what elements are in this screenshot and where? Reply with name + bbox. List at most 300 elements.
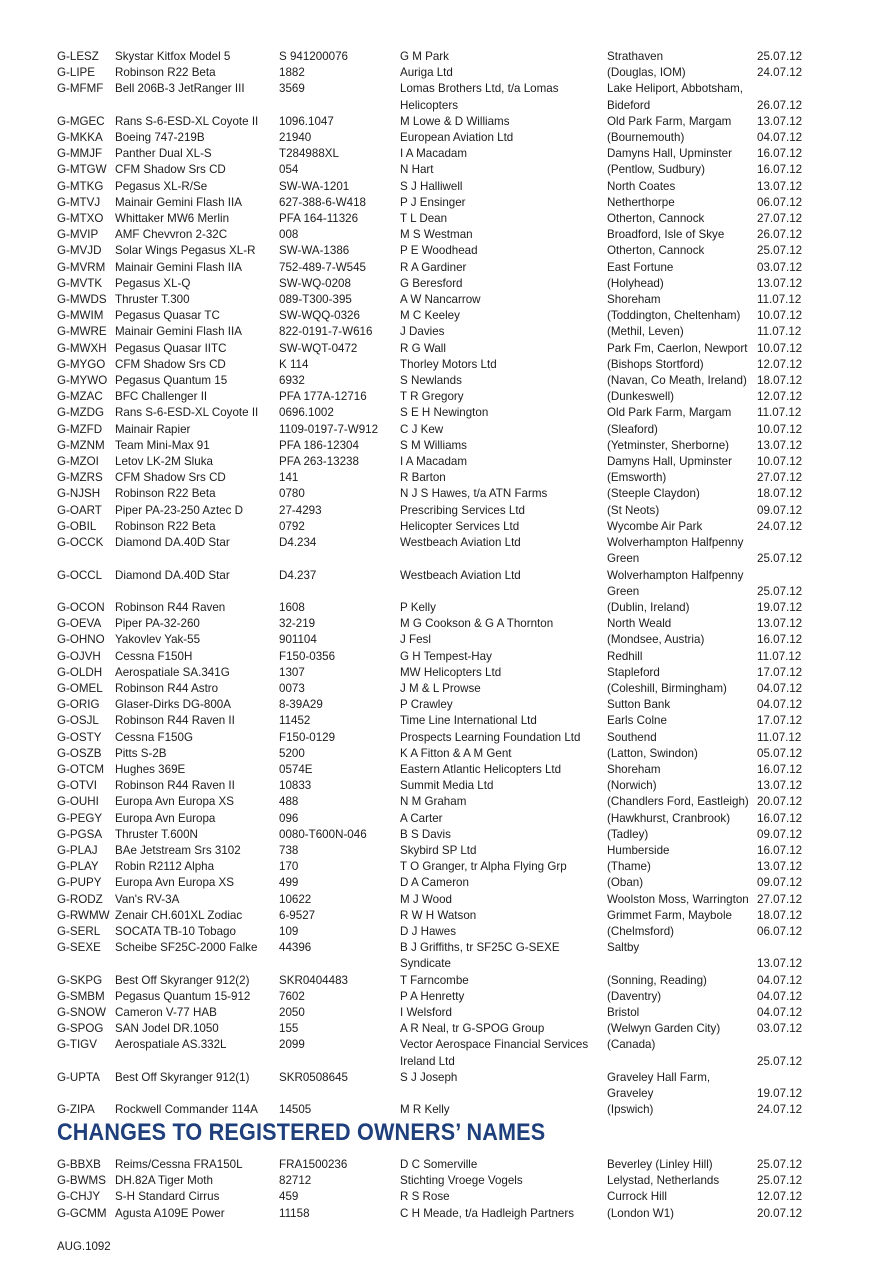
table-row — [57, 341, 817, 357]
date-cell: 18.07.12 — [757, 487, 803, 501]
owner-cell: Prospects Learning Foundation Ltd — [400, 730, 581, 744]
serial-number-cell: SW-WA-1386 — [279, 244, 350, 258]
table-row — [57, 146, 817, 162]
registration-cell: G-OCON — [57, 600, 105, 614]
registrations-table-body — [57, 49, 817, 1118]
registration-cell: G-MTVJ — [57, 195, 101, 209]
date-cell: 20.07.12 — [757, 795, 803, 809]
date-cell: 27.07.12 — [757, 892, 803, 906]
date-cell: 25.07.12 — [757, 1054, 803, 1068]
owner-cell: M G Cookson & G A Thornton — [400, 617, 554, 631]
location-cell: (Dublin, Ireland) — [607, 600, 690, 614]
owner-cell: P A Henretty — [400, 989, 465, 1003]
table-row — [57, 649, 817, 665]
owner-cell: T Farncombe — [400, 973, 469, 987]
registration-cell: G-MWXH — [57, 341, 107, 355]
owner-cell: N M Graham — [400, 795, 467, 809]
table-row — [57, 1157, 817, 1173]
table-row — [57, 1005, 817, 1021]
table-row — [57, 276, 817, 292]
aircraft-type-cell: BAe Jetstream Srs 3102 — [115, 843, 241, 857]
date-cell: 25.07.12 — [757, 1174, 803, 1188]
owner-cell: J M & L Prowse — [400, 681, 481, 695]
aircraft-type-cell: Yakovlev Yak-55 — [115, 633, 201, 647]
location-cell: Beverley (Linley Hill) — [607, 1158, 713, 1171]
aircraft-type-cell: Thruster T.600N — [115, 827, 198, 841]
table-row — [57, 486, 817, 502]
date-cell: 16.07.12 — [757, 843, 803, 857]
date-cell: 04.07.12 — [757, 681, 803, 695]
table-row — [57, 632, 817, 648]
location-cell: Stapleford — [607, 665, 660, 679]
serial-number-cell: 11158 — [279, 1206, 310, 1220]
serial-number-cell: 627-388-6-W418 — [279, 195, 367, 209]
location-cell: Currock Hill — [607, 1190, 667, 1204]
serial-number-cell: 1307 — [279, 665, 305, 679]
table-row — [57, 438, 817, 454]
registration-cell: G-OHNO — [57, 633, 105, 647]
location-cell: Lake Heliport, Abbotsham, Bideford — [607, 82, 743, 112]
date-cell: 24.07.12 — [757, 519, 803, 533]
serial-number-cell: 6932 — [279, 374, 305, 388]
table-row — [57, 519, 817, 535]
table-row — [57, 843, 817, 859]
owner-cell: Westbeach Aviation Ltd — [400, 536, 521, 550]
serial-number-cell: PFA 177A-12716 — [279, 390, 367, 404]
owner-cell: M C Keeley — [400, 309, 460, 323]
location-cell: Otherton, Cannock — [607, 244, 705, 258]
date-cell: 18.07.12 — [757, 374, 803, 388]
registration-cell: G-MGEC — [57, 114, 105, 128]
registration-cell: G-SPOG — [57, 1022, 104, 1036]
date-cell: 06.07.12 — [757, 924, 803, 938]
date-cell: 04.07.12 — [757, 989, 803, 1003]
serial-number-cell: 6-9527 — [279, 908, 316, 922]
aircraft-type-cell: Robinson R44 Raven II — [115, 714, 235, 728]
registration-cell: G-PLAJ — [57, 843, 98, 857]
date-cell: 04.07.12 — [757, 131, 803, 145]
table-row — [57, 973, 817, 989]
owner-cell: N Hart — [400, 163, 434, 177]
date-cell: 27.07.12 — [757, 212, 803, 226]
serial-number-cell: 2099 — [279, 1038, 305, 1052]
table-row — [57, 49, 817, 65]
location-cell: (Daventry) — [607, 989, 662, 1003]
owner-cell: J Davies — [400, 325, 445, 339]
table-row — [57, 778, 817, 794]
location-cell: (Norwich) — [607, 779, 657, 793]
serial-number-cell: 7602 — [279, 989, 305, 1003]
date-cell: 10.07.12 — [757, 309, 803, 323]
serial-number-cell: 0792 — [279, 519, 305, 533]
registration-cell: G-OJVH — [57, 649, 101, 663]
location-cell: (London W1) — [607, 1206, 675, 1220]
owner-cell: G M Park — [400, 50, 449, 63]
table-row — [57, 324, 817, 340]
date-cell: 09.07.12 — [757, 876, 803, 890]
registration-cell: G-SERL — [57, 924, 101, 938]
serial-number-cell: 1882 — [279, 66, 305, 80]
table-row — [57, 616, 817, 632]
table-row — [57, 827, 817, 843]
date-cell: 09.07.12 — [757, 503, 803, 517]
registration-cell: G-SEXE — [57, 941, 101, 955]
owner-cell: B S Davis — [400, 827, 451, 841]
location-cell: (Steeple Claydon) — [607, 487, 700, 501]
aircraft-type-cell: Robinson R22 Beta — [115, 66, 216, 80]
table-row — [57, 308, 817, 324]
location-cell: (Latton, Swindon) — [607, 746, 698, 760]
table-row — [57, 292, 817, 308]
date-cell: 20.07.12 — [757, 1206, 803, 1220]
serial-number-cell: 10622 — [279, 892, 312, 906]
aircraft-type-cell: Rans S-6-ESD-XL Coyote II — [115, 114, 259, 128]
aircraft-type-cell: AMF Chevvron 2-32C — [115, 228, 228, 242]
table-row — [57, 875, 817, 891]
registration-cell: G-MVIP — [57, 228, 99, 242]
serial-number-cell: 2050 — [279, 1005, 305, 1019]
date-cell: 18.07.12 — [757, 908, 803, 922]
aircraft-type-cell: Glaser-Dirks DG-800A — [115, 698, 231, 712]
registration-cell: G-MWDS — [57, 293, 107, 307]
table-row — [57, 260, 817, 276]
owner-cell: S J Halliwell — [400, 179, 463, 193]
owner-cell: P Crawley — [400, 698, 453, 712]
aircraft-type-cell: Pegasus Quasar IITC — [115, 341, 227, 355]
serial-number-cell: 488 — [279, 795, 299, 809]
registration-cell: G-OBIL — [57, 519, 97, 533]
location-cell: Grimmet Farm, Maybole — [607, 908, 732, 922]
location-cell: (Douglas, IOM) — [607, 66, 686, 80]
registration-cell: G-MZAC — [57, 390, 103, 404]
table-row — [57, 908, 817, 924]
location-cell: Broadford, Isle of Skye — [607, 228, 725, 242]
date-cell: 04.07.12 — [757, 698, 803, 712]
location-cell: Damyns Hall, Upminster — [607, 455, 732, 469]
owner-cell: T O Granger, tr Alpha Flying Grp — [400, 860, 567, 874]
registration-cell: G-OSJL — [57, 714, 99, 728]
page-code: AUG.1092 — [57, 1241, 111, 1253]
aircraft-type-cell: S-H Standard Cirrus — [115, 1190, 220, 1204]
owner-cell: European Aviation Ltd — [400, 131, 514, 145]
registration-cell: G-MTKG — [57, 179, 104, 193]
owner-cell: D C Somerville — [400, 1158, 478, 1171]
owner-cell: M S Westman — [400, 228, 473, 242]
owner-cell: Summit Media Ltd — [400, 779, 494, 793]
aircraft-type-cell: Robinson R44 Astro — [115, 681, 219, 695]
serial-number-cell: T284988XL — [279, 147, 339, 161]
date-cell: 12.07.12 — [757, 1190, 803, 1204]
registration-cell: G-MKKA — [57, 131, 103, 145]
owner-cell: I Welsford — [400, 1005, 452, 1019]
location-cell: (Methil, Leven) — [607, 325, 684, 339]
serial-number-cell: 0696.1002 — [279, 406, 334, 420]
serial-number-cell: S 941200076 — [279, 50, 348, 63]
table-row — [57, 1173, 817, 1189]
registration-cell: G-ZIPA — [57, 1103, 95, 1117]
location-cell: Damyns Hall, Upminster — [607, 147, 732, 161]
date-cell: 06.07.12 — [757, 195, 803, 209]
location-cell: (Thame) — [607, 860, 651, 874]
serial-number-cell: F150-0356 — [279, 649, 336, 663]
serial-number-cell: F150-0129 — [279, 730, 336, 744]
location-cell: Wolverhampton Halfpenny Green — [607, 568, 744, 598]
aircraft-type-cell: Mainair Gemini Flash IIA — [115, 260, 242, 274]
registration-cell: G-PEGY — [57, 811, 103, 825]
location-cell: (Dunkeswell) — [607, 390, 675, 404]
owner-cell: M R Kelly — [400, 1103, 450, 1117]
serial-number-cell: 44396 — [279, 941, 312, 955]
owner-cell: Thorley Motors Ltd — [400, 357, 497, 371]
owner-cell: R S Rose — [400, 1190, 450, 1204]
serial-number-cell: 11452 — [279, 714, 311, 728]
date-cell: 26.07.12 — [757, 228, 803, 242]
date-cell: 12.07.12 — [757, 390, 803, 404]
serial-number-cell: SW-WQT-0472 — [279, 341, 358, 355]
aircraft-type-cell: BFC Challenger II — [115, 390, 208, 404]
location-cell: (Welwyn Garden City) — [607, 1022, 721, 1036]
registration-cell: G-OSTY — [57, 730, 102, 744]
table-row — [57, 1021, 817, 1037]
location-cell: Strathaven — [607, 50, 664, 63]
location-cell: (Coleshill, Birmingham) — [607, 681, 727, 695]
table-row — [57, 859, 817, 875]
registration-cell: G-MMJF — [57, 147, 103, 161]
registration-cell: G-TIGV — [57, 1038, 97, 1052]
aircraft-type-cell: Cameron V-77 HAB — [115, 1005, 217, 1019]
aircraft-type-cell: Van's RV-3A — [115, 892, 180, 906]
aircraft-type-cell: Mainair Gemini Flash IIA — [115, 325, 242, 339]
aircraft-type-cell: Europa Avn Europa XS — [115, 795, 235, 809]
registration-cell: G-BBXB — [57, 1158, 101, 1171]
location-cell: (Pentlow, Sudbury) — [607, 163, 705, 177]
table-row — [57, 195, 817, 211]
location-cell: Otherton, Cannock — [607, 212, 705, 226]
location-cell: (Bournemouth) — [607, 131, 685, 145]
location-cell: (Tadley) — [607, 827, 649, 841]
owner-changes-table-body — [57, 1157, 817, 1222]
owner-cell: A R Neal, tr G-SPOG Group — [400, 1022, 545, 1036]
owner-cell: P E Woodhead — [400, 244, 478, 258]
owner-cell: Vector Aerospace Financial Services Ireland Ltd — [400, 1038, 589, 1068]
location-cell: Lelystad, Netherlands — [607, 1174, 720, 1188]
owner-cell: Westbeach Aviation Ltd — [400, 568, 521, 582]
registration-cell: G-MVJD — [57, 244, 102, 258]
table-row — [57, 243, 817, 259]
serial-number-cell: SW-WQ-0208 — [279, 276, 351, 290]
serial-number-cell: 21940 — [279, 131, 312, 145]
registration-cell: G-LESZ — [57, 50, 99, 63]
table-row — [57, 357, 817, 373]
registration-cell: G-MFMF — [57, 82, 104, 96]
registration-cell: G-OCCL — [57, 568, 103, 582]
date-cell: 13.07.12 — [757, 179, 803, 193]
serial-number-cell: PFA 164-11326 — [279, 212, 359, 226]
table-row — [57, 389, 817, 405]
owner-cell: S M Williams — [400, 438, 467, 452]
table-row — [57, 211, 817, 227]
owner-cell: N J S Hawes, t/a ATN Farms — [400, 487, 548, 501]
serial-number-cell: 1109-0197-7-W912 — [279, 422, 379, 436]
aircraft-type-cell: Rans S-6-ESD-XL Coyote II — [115, 406, 259, 420]
registration-cell: G-CHJY — [57, 1190, 101, 1204]
serial-number-cell: 008 — [279, 228, 299, 242]
registration-cell: G-MZOI — [57, 455, 99, 469]
date-cell: 13.07.12 — [757, 438, 803, 452]
date-cell: 17.07.12 — [757, 665, 803, 679]
aircraft-type-cell: Mainair Rapier — [115, 422, 191, 436]
date-cell: 11.07.12 — [757, 730, 802, 744]
table-row — [57, 892, 817, 908]
aircraft-type-cell: Panther Dual XL-S — [115, 147, 212, 161]
table-row — [57, 454, 817, 470]
location-cell: Earls Colne — [607, 714, 667, 728]
owner-cell: S Newlands — [400, 374, 462, 388]
registration-cell: G-BWMS — [57, 1174, 106, 1188]
aircraft-type-cell: Best Off Skyranger 912(2) — [115, 973, 250, 987]
table-row — [57, 989, 817, 1005]
owner-changes-table — [57, 1157, 817, 1222]
serial-number-cell: 054 — [279, 163, 299, 177]
location-cell: Shoreham — [607, 762, 661, 776]
serial-number-cell: 459 — [279, 1190, 299, 1204]
table-row — [57, 1070, 817, 1102]
owner-cell: C H Meade, t/a Hadleigh Partners — [400, 1206, 574, 1220]
aircraft-type-cell: Diamond DA.40D Star — [115, 568, 230, 582]
date-cell: 19.07.12 — [757, 1087, 803, 1100]
registration-cell: G-SNOW — [57, 1005, 106, 1019]
table-row — [57, 1102, 817, 1118]
aircraft-type-cell: Rockwell Commander 114A — [115, 1103, 258, 1117]
serial-number-cell: SW-WA-1201 — [279, 179, 350, 193]
table-row — [57, 568, 817, 600]
date-cell: 03.07.12 — [757, 1022, 803, 1036]
owner-cell: R G Wall — [400, 341, 446, 355]
date-cell: 05.07.12 — [757, 746, 803, 760]
location-cell: (Oban) — [607, 876, 644, 890]
location-cell: Wolverhampton Halfpenny Green — [607, 536, 744, 566]
aircraft-type-cell: Team Mini-Max 91 — [115, 438, 210, 452]
aircraft-type-cell: Hughes 369E — [115, 762, 186, 776]
aircraft-type-cell: Robinson R44 Raven — [115, 600, 226, 614]
location-cell: Park Fm, Caerlon, Newport — [607, 341, 748, 355]
registration-cell: G-OMEL — [57, 681, 103, 695]
date-cell: 25.07.12 — [757, 244, 803, 258]
aircraft-type-cell: Europa Avn Europa XS — [115, 876, 235, 890]
table-row — [57, 179, 817, 195]
table-row — [57, 470, 817, 486]
owner-cell: Auriga Ltd — [400, 66, 453, 80]
registration-cell: G-ORIG — [57, 698, 100, 712]
date-cell: 25.07.12 — [757, 1158, 803, 1171]
table-row — [57, 405, 817, 421]
date-cell: 10.07.12 — [757, 455, 803, 469]
aircraft-type-cell: Robinson R22 Beta — [115, 487, 216, 501]
location-cell: Shoreham — [607, 293, 661, 307]
registration-cell: G-MYWO — [57, 374, 108, 388]
table-row — [57, 535, 817, 567]
date-cell: 16.07.12 — [757, 811, 803, 825]
serial-number-cell: PFA 186-12304 — [279, 438, 359, 452]
registration-cell: G-PUPY — [57, 876, 102, 890]
date-cell: 13.07.12 — [757, 617, 803, 631]
owner-cell: Skybird SP Ltd — [400, 843, 477, 857]
registration-cell: G-OTCM — [57, 762, 105, 776]
date-cell: 24.07.12 — [757, 66, 803, 80]
owner-cell: M Lowe & D Williams — [400, 114, 510, 128]
aircraft-type-cell: Skystar Kitfox Model 5 — [115, 50, 231, 63]
location-cell: (Navan, Co Meath, Ireland) — [607, 374, 747, 388]
aircraft-type-cell: Pitts S-2B — [115, 746, 167, 760]
table-row — [57, 794, 817, 810]
owner-cell: G H Tempest-Hay — [400, 649, 492, 663]
registration-cell: G-PLAY — [57, 860, 99, 874]
table-row — [57, 162, 817, 178]
aircraft-type-cell: Bell 206B-3 JetRanger III — [115, 82, 245, 96]
table-row — [57, 65, 817, 81]
location-cell: (Ipswich) — [607, 1103, 654, 1117]
aircraft-type-cell: Robinson R44 Raven II — [115, 779, 235, 793]
registration-cell: G-OTVI — [57, 779, 97, 793]
location-cell: Southend — [607, 730, 657, 744]
date-cell: 25.07.12 — [757, 584, 803, 598]
owner-cell: S J Joseph — [400, 1070, 458, 1084]
aircraft-type-cell: SOCATA TB-10 Tobago — [115, 924, 236, 938]
serial-number-cell: 32-219 — [279, 617, 316, 631]
location-cell: Netherthorpe — [607, 195, 675, 209]
date-cell: 12.07.12 — [757, 357, 803, 371]
registration-cell: G-MWRE — [57, 325, 107, 339]
aircraft-type-cell: CFM Shadow Srs CD — [115, 357, 226, 371]
serial-number-cell: 10833 — [279, 779, 312, 793]
registration-cell: G-MVTK — [57, 276, 103, 290]
aircraft-type-cell: Robinson R22 Beta — [115, 519, 216, 533]
registration-cell: G-MZNM — [57, 438, 105, 452]
table-row — [57, 422, 817, 438]
owner-cell: Lomas Brothers Ltd, t/a Lomas Helicopters — [400, 82, 559, 112]
registration-cell: G-MTGW — [57, 163, 107, 177]
registration-cell: G-MTXO — [57, 212, 104, 226]
table-row — [57, 762, 817, 778]
aircraft-type-cell: Reims/Cessna FRA150L — [115, 1158, 243, 1171]
table-row — [57, 940, 817, 972]
table-row — [57, 81, 817, 113]
date-cell: 03.07.12 — [757, 260, 803, 274]
owner-cell: MW Helicopters Ltd — [400, 665, 502, 679]
table-row — [57, 713, 817, 729]
serial-number-cell: 752-489-7-W545 — [279, 260, 367, 274]
owner-cell: T L Dean — [400, 212, 448, 226]
table-row — [57, 1206, 817, 1222]
aircraft-type-cell: Cessna F150G — [115, 730, 193, 744]
aircraft-type-cell: Scheibe SF25C-2000 Falke — [115, 941, 258, 955]
table-row — [57, 746, 817, 762]
table-row — [57, 681, 817, 697]
date-cell: 10.07.12 — [757, 341, 803, 355]
date-cell: 16.07.12 — [757, 163, 803, 177]
serial-number-cell: FRA1500236 — [279, 1158, 348, 1171]
owner-cell: I A Macadam — [400, 455, 468, 469]
owner-cell: A Carter — [400, 811, 443, 825]
aircraft-type-cell: Pegasus XL-R/Se — [115, 179, 208, 193]
serial-number-cell: SW-WQQ-0326 — [279, 309, 360, 323]
registration-cell: G-MWIM — [57, 309, 104, 323]
owner-cell: R A Gardiner — [400, 260, 467, 274]
registration-cell: G-NJSH — [57, 487, 101, 501]
owner-cell: D J Hawes — [400, 924, 457, 938]
owner-cell: D A Cameron — [400, 876, 469, 890]
location-cell: (Mondsee, Austria) — [607, 633, 705, 647]
